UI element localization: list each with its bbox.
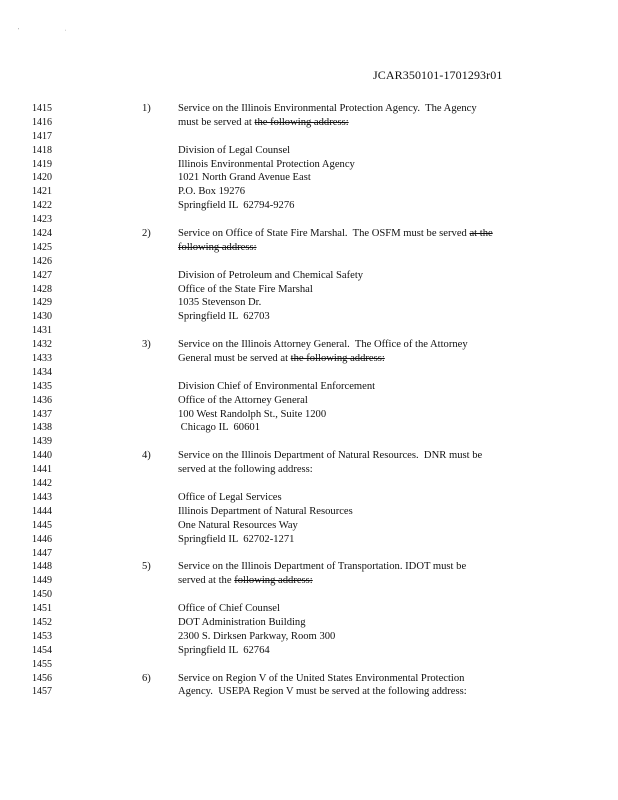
- document-code: JCAR350101-1701293r01: [373, 68, 503, 82]
- line-number: 1422: [32, 200, 52, 212]
- line-text: [178, 533, 294, 547]
- line-number: 1457: [32, 686, 52, 698]
- line-text: [178, 185, 245, 199]
- line-text-plain: General must be served at: [178, 353, 291, 365]
- line-text-plain: Springfield IL 62702-1271: [178, 533, 295, 545]
- document-line: [0, 449, 618, 463]
- line-text-plain: Agency. USEPA Region V must be served at the following address:: [178, 686, 467, 698]
- line-text-plain: Illinois Environmental Protection Agency: [178, 158, 355, 170]
- document-line: [0, 310, 618, 324]
- line-text: [178, 227, 493, 241]
- line-number: 1440: [32, 450, 52, 462]
- document-line: [0, 130, 618, 144]
- item-marker: 2): [142, 228, 151, 240]
- line-number: 1436: [32, 394, 52, 406]
- line-text-plain: 1021 North Grand Avenue East: [178, 172, 311, 184]
- line-text-plain: Service on the Illinois Attorney General. The Office of the Attorney: [178, 339, 468, 351]
- line-text: [178, 158, 355, 172]
- document-line: [0, 505, 618, 519]
- line-number: 1453: [32, 630, 52, 642]
- line-number: 1425: [32, 241, 52, 253]
- document-line: [0, 352, 618, 366]
- line-text-plain: Springfield IL 62764: [178, 644, 270, 656]
- line-number: 1429: [32, 297, 52, 309]
- line-text: [178, 116, 349, 130]
- line-number: 1450: [32, 589, 52, 601]
- document-line: [0, 269, 618, 283]
- line-number: 1455: [32, 658, 52, 670]
- line-text: [178, 560, 466, 574]
- document-line: [0, 185, 618, 199]
- line-text-plain: Service on the Illinois Department of Natural Resources. DNR must be: [178, 450, 483, 462]
- line-text: [178, 310, 270, 324]
- line-text: [178, 199, 294, 213]
- line-text: [178, 171, 311, 185]
- document-line: [0, 630, 618, 644]
- line-text: [178, 338, 468, 352]
- line-text: [178, 463, 313, 477]
- line-number: 1443: [32, 491, 52, 503]
- line-text-plain: P.O. Box 19276: [178, 186, 246, 198]
- line-number: 1446: [32, 533, 52, 545]
- document-line: [0, 602, 618, 616]
- struck-text: following address:: [234, 575, 313, 587]
- line-text-plain: Division of Petroleum and Chemical Safety: [178, 269, 364, 281]
- line-text-plain: Office of Chief Counsel: [178, 603, 280, 615]
- line-text-plain: Division of Legal Counsel: [178, 144, 291, 156]
- document-line: [0, 255, 618, 269]
- line-text: [178, 574, 313, 588]
- line-text: [178, 241, 257, 255]
- document-line: [0, 672, 618, 686]
- line-text-plain: Service on the Illinois Department of Transportation. IDOT must be: [178, 561, 467, 573]
- line-text-plain: Division Chief of Environmental Enforcement: [178, 380, 376, 392]
- line-text-plain: Springfield IL 62794-9276: [178, 200, 295, 212]
- numbered-text-body: [0, 102, 618, 699]
- line-number: 1442: [32, 478, 52, 490]
- document-line: [0, 477, 618, 491]
- document-line: [0, 158, 618, 172]
- line-text-plain: DOT Administration Building: [178, 616, 306, 628]
- line-number: 1428: [32, 283, 52, 295]
- scan-specks: ' ·: [18, 28, 89, 34]
- document-line: [0, 519, 618, 533]
- line-text: [178, 394, 308, 408]
- document-line: [0, 144, 618, 158]
- line-text: [178, 408, 326, 422]
- line-text: [178, 602, 280, 616]
- line-number: 1419: [32, 158, 52, 170]
- line-text-plain: served at the: [178, 575, 235, 587]
- line-text-plain: must be served at: [178, 116, 255, 128]
- document-line: [0, 685, 618, 699]
- line-text: [178, 672, 464, 686]
- line-number: 1441: [32, 464, 52, 476]
- document-line: [0, 394, 618, 408]
- line-number: 1416: [32, 116, 52, 128]
- document-line: [0, 227, 618, 241]
- line-text: [178, 505, 353, 519]
- line-number: 1437: [32, 408, 52, 420]
- line-number: 1454: [32, 644, 52, 656]
- document-line: [0, 171, 618, 185]
- line-number: 1427: [32, 269, 52, 281]
- line-number: 1432: [32, 339, 52, 351]
- document-line: [0, 213, 618, 227]
- document-line: [0, 102, 618, 116]
- line-text-plain: Service on the Illinois Environmental Protection Agency. The Agency: [178, 103, 477, 114]
- line-number: 1439: [32, 436, 52, 448]
- line-number: 1435: [32, 380, 52, 392]
- document-line: [0, 199, 618, 213]
- item-marker: 5): [142, 561, 151, 573]
- line-text-plain: Office of the Attorney General: [178, 394, 308, 406]
- line-text: [178, 491, 282, 505]
- struck-text: following address:: [178, 241, 257, 253]
- document-line: [0, 421, 618, 435]
- line-number: 1433: [32, 353, 52, 365]
- item-marker: 1): [142, 103, 151, 114]
- line-text-plain: Chicago IL 60601: [178, 422, 260, 434]
- struck-text: at the: [469, 228, 493, 240]
- document-line: [0, 241, 618, 255]
- line-text-plain: 1035 Stevenson Dr.: [178, 297, 262, 309]
- document-line: [0, 116, 618, 130]
- line-text-plain: Service on Region V of the United States Environmental Protection: [178, 672, 465, 684]
- line-text: [178, 380, 375, 394]
- line-number: 1431: [32, 325, 52, 337]
- line-number: 1415: [32, 103, 52, 114]
- document-line: [0, 574, 618, 588]
- line-text: [178, 616, 306, 630]
- document-line: [0, 338, 618, 352]
- line-text-plain: served at the following address:: [178, 464, 313, 476]
- line-text: [178, 644, 270, 658]
- line-number: 1430: [32, 311, 52, 323]
- line-number: 1448: [32, 561, 52, 573]
- line-number: 1444: [32, 505, 52, 517]
- line-number: 1418: [32, 144, 52, 156]
- line-text: [178, 630, 335, 644]
- document-line: [0, 463, 618, 477]
- line-number: 1456: [32, 672, 52, 684]
- line-text-plain: Office of the State Fire Marshal: [178, 283, 313, 295]
- line-text: [178, 449, 482, 463]
- item-marker: 3): [142, 339, 151, 351]
- item-marker: 6): [142, 672, 151, 684]
- document-line: [0, 380, 618, 394]
- line-number: 1424: [32, 228, 52, 240]
- line-text: [178, 519, 298, 533]
- document-line: [0, 588, 618, 602]
- document-line: [0, 366, 618, 380]
- item-marker: 4): [142, 450, 151, 462]
- document-line: [0, 547, 618, 561]
- line-text-plain: 2300 S. Dirksen Parkway, Room 300: [178, 630, 336, 642]
- line-number: 1423: [32, 214, 52, 226]
- line-number: 1452: [32, 616, 52, 628]
- document-line: [0, 658, 618, 672]
- line-text-plain: Office of Legal Services: [178, 491, 282, 503]
- line-text-plain: One Natural Resources Way: [178, 519, 298, 531]
- line-number: 1426: [32, 255, 52, 267]
- line-text: [178, 685, 467, 699]
- line-number: 1451: [32, 603, 52, 615]
- document-line: [0, 408, 618, 422]
- document-line: [0, 296, 618, 310]
- document-line: [0, 533, 618, 547]
- document-line: [0, 560, 618, 574]
- line-number: 1417: [32, 130, 52, 142]
- line-number: 1447: [32, 547, 52, 559]
- line-text-plain: Illinois Department of Natural Resources: [178, 505, 353, 517]
- document-line: [0, 324, 618, 338]
- line-text-plain: 100 West Randolph St., Suite 1200: [178, 408, 327, 420]
- line-number: 1438: [32, 422, 52, 434]
- line-number: 1434: [32, 366, 52, 378]
- line-number: 1445: [32, 519, 52, 531]
- line-text: [178, 102, 477, 116]
- document-line: [0, 491, 618, 505]
- document-line: [0, 283, 618, 297]
- line-text: [178, 421, 260, 435]
- line-text: [178, 283, 313, 297]
- line-text-plain: Service on Office of State Fire Marshal. The OSFM must be served: [178, 228, 470, 240]
- struck-text: the following address:: [290, 353, 385, 365]
- line-text-plain: Springfield IL 62703: [178, 311, 270, 323]
- line-text: [178, 296, 261, 310]
- line-text: [178, 352, 385, 366]
- line-number: 1421: [32, 186, 52, 198]
- line-number: 1420: [32, 172, 52, 184]
- line-text: [178, 269, 363, 283]
- struck-text: the following address:: [254, 116, 349, 128]
- document-line: [0, 435, 618, 449]
- line-text: [178, 144, 290, 158]
- line-number: 1449: [32, 575, 52, 587]
- document-line: [0, 616, 618, 630]
- document-line: [0, 644, 618, 658]
